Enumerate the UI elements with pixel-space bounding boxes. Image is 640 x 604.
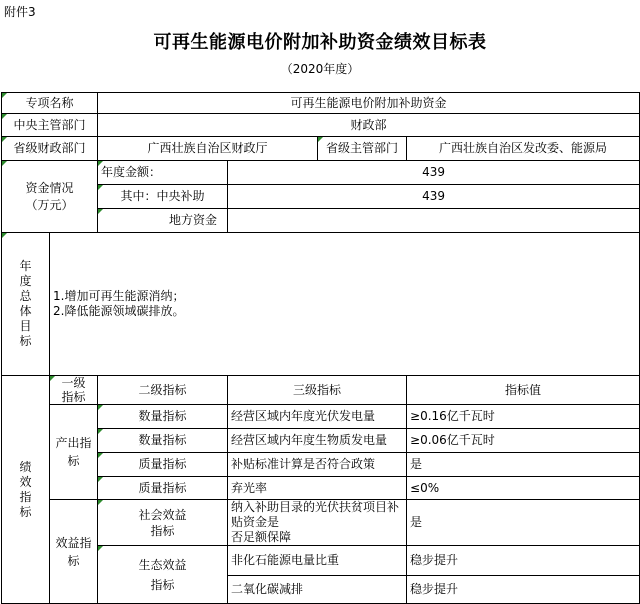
output-value: ≤0%: [407, 477, 640, 500]
output-value: ≥0.16亿千瓦时: [407, 405, 640, 429]
header-level1-line2: 指标: [61, 390, 86, 404]
prov-finance-label: 省级财政部门: [2, 137, 98, 161]
social-level2-line2: 指标: [150, 523, 175, 538]
funds-local-label: 地方资金: [98, 209, 228, 233]
eco-level2: [98, 546, 228, 604]
goals-label-char: 目: [19, 319, 32, 333]
funds-label: [2, 161, 98, 233]
goals-label-char: 年: [19, 259, 32, 273]
funds-annual-label: 年度金额：: [98, 161, 228, 185]
row-funds-local: [2, 209, 640, 233]
row-provincial: [2, 137, 640, 161]
performance-table: [1, 92, 640, 604]
social-level3: [228, 500, 407, 546]
output-label-line2: 标: [67, 454, 80, 468]
attachment-label: 附件3: [4, 5, 36, 19]
goals-label-char: 体: [19, 304, 32, 318]
prov-finance-value: 广西壮族自治区财政厅: [98, 137, 318, 161]
output-level2: 数量指标: [98, 405, 228, 429]
benefit-label-line1: 效益指: [55, 535, 92, 550]
goal-item: 1.增加可再生能源消纳；: [53, 289, 185, 303]
funds-label-line1: 资金情况: [25, 180, 74, 195]
page-title: 可再生能源电价附加补助资金绩效目标表: [153, 32, 487, 53]
perf-label-char: 绩: [19, 459, 32, 474]
funds-central-value: 439: [228, 185, 640, 209]
perf-label-char: 效: [19, 474, 32, 489]
table-row: [2, 429, 640, 453]
year-subtitle: （2020年度）: [280, 62, 360, 76]
output-level3: 经营区域内年度生物质发电量: [228, 429, 407, 453]
goals-content: [50, 233, 640, 376]
prov-dept-label: 省级主管部门: [318, 137, 407, 161]
table-row: [2, 453, 640, 477]
social-level2: [98, 500, 228, 546]
social-level3-line2: 否足额保障: [231, 530, 292, 544]
output-label: [50, 405, 98, 500]
header-level1: [50, 376, 98, 405]
output-level3: 弃光率: [228, 477, 407, 500]
perf-label: [2, 376, 50, 604]
output-level2: 数量指标: [98, 429, 228, 453]
table-row: [2, 477, 640, 500]
row-goals: [2, 233, 640, 376]
header-level3: 三级指标: [228, 376, 407, 405]
social-level2-line1: 社会效益: [138, 507, 187, 522]
output-level3: 补贴标准计算是否符合政策: [228, 453, 407, 477]
prov-dept-value: 广西壮族自治区发改委、能源局: [407, 137, 640, 161]
output-level2: 质量指标: [98, 453, 228, 477]
benefit-label: [50, 500, 98, 604]
perf-label-char: 指: [19, 489, 32, 504]
goals-label-char: 标: [19, 334, 32, 348]
funds-local-value: [228, 209, 640, 233]
row-funds-central: [2, 185, 640, 209]
central-dept-label: 中央主管部门: [2, 114, 98, 137]
output-label-line1: 产出指: [55, 436, 92, 450]
eco-value: 稳步提升: [407, 546, 640, 576]
social-level3-line1: 纳入补助目录的光伏扶贫项目补贴资金是: [231, 500, 400, 529]
central-dept-value: 财政部: [98, 114, 640, 137]
project-name-value: 可再生能源电价附加补助资金: [98, 93, 640, 114]
eco-value: 稳步提升: [407, 576, 640, 604]
eco-level3: 二氧化碳减排: [228, 576, 407, 604]
row-project-name: [2, 93, 640, 114]
goals-label-char: 度: [19, 274, 32, 288]
row-funds-annual: [2, 161, 640, 185]
goals-label-char: 总: [19, 289, 32, 303]
eco-level2-line1: 生态效益: [138, 557, 187, 572]
funds-central-label: 其中：中央补助: [98, 185, 228, 209]
eco-level3: 非化石能源电量比重: [228, 546, 407, 576]
benefit-label-line2: 标: [67, 553, 80, 568]
header-level1-line1: 一级: [61, 376, 86, 390]
output-value: 是: [407, 453, 640, 477]
social-value: 是: [407, 500, 640, 546]
output-value: ≥0.06亿千瓦时: [407, 429, 640, 453]
perf-label-char: 标: [19, 504, 32, 519]
table-row: [2, 500, 640, 546]
row-perf-header: [2, 376, 640, 405]
output-level2: 质量指标: [98, 477, 228, 500]
table-row: [2, 546, 640, 576]
table-row: [2, 405, 640, 429]
goals-label: [2, 233, 50, 376]
funds-label-line2: （万元）: [25, 197, 74, 212]
header-level2: 二级指标: [98, 376, 228, 405]
project-name-label: 专项名称: [2, 93, 98, 114]
header-value: 指标值: [407, 376, 640, 405]
row-central-dept: [2, 114, 640, 137]
output-level3: 经营区域内年度光伏发电量: [228, 405, 407, 429]
funds-annual-value: 439: [228, 161, 640, 185]
goal-item: 2.降低能源领域碳排放。: [53, 304, 185, 318]
eco-level2-line2: 指标: [150, 577, 175, 592]
